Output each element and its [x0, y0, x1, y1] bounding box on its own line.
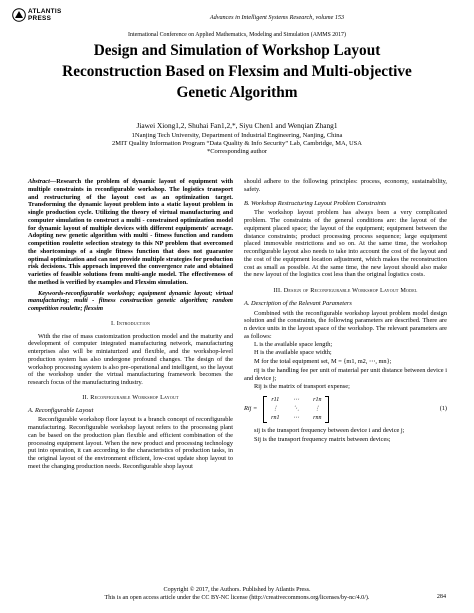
matrix-cell: ⋯ [293, 396, 300, 403]
body-paragraph: The workshop layout problem has always been a very complicated problem. The constraints of the general conditions are: the layout of the equipment placed space; the layout of the equipment; equipment between the distance constraints; product processing process sequence; large equipment placed immovable restrictions and so on. At the same time, the workshop reconfigurable layout also needs to take into account the cost of the layout and the cost of the equipment location adjustment, which makes the reconstruction cost as small as possible. At the same time, the new layout should also make the new layout of the logistics cost less than the original logistics costs. [244, 209, 447, 279]
matrix-cell: r11 [271, 396, 280, 403]
copyright-footer [40, 586, 434, 602]
matrix-cell: ⋯ [293, 414, 300, 421]
affiliation-line: *Corresponding author [206, 147, 268, 155]
equation-number: (1) [439, 405, 447, 413]
parameter-definition: L is the available space length; [254, 340, 333, 348]
title-line: Design and Simulation of Workshop Layout [93, 42, 381, 59]
matrix-cell: ⋮ [272, 405, 279, 412]
abstract-lead: Abstract [28, 178, 50, 185]
equation-lhs: Rij = [244, 405, 258, 413]
author-list: Jiawei Xiong1,2, Shuhai Fan1,2,*, Siyu Chen1 and Wenqian Zhang1 [136, 121, 338, 130]
parameter-list [244, 427, 447, 444]
matrix-cell: ⋮ [314, 405, 321, 412]
body-paragraph: Combined with the reconfigurable workshop layout problem model design solution and the constraints, the following parameters are described. There are n device units in the layout space of the workshop. The relevant parameters are as follows: [244, 309, 447, 340]
abstract [28, 178, 233, 287]
matrix-cell: rn1 [271, 414, 280, 421]
publisher-name: ATLANTIS PRESS [28, 8, 62, 22]
subsection-heading: A. Reconfigurable Layout [28, 406, 94, 414]
matrix-row [269, 414, 323, 423]
paper-title [20, 40, 454, 103]
body-paragraph: With the rise of mass customization production model and the maturity and development of computer integrated manufacturing network, manufacturing enterprises also will be miniaturized and flexible, and the workshop-level production system has also undergone profound changes. The design of the workshop processing system is also pre-operational and intelligent, so the layout of the workshop under the virtual manufacturing framework becomes the research focus of the manufacturing industry. [28, 332, 233, 386]
matrix-cell: r1n [313, 396, 322, 403]
matrix [263, 396, 329, 423]
atlantis-logo-icon [12, 8, 26, 22]
subsection-heading: B. Workshop Restructuring Layout Problem Constraints [244, 199, 387, 207]
affiliation-line: 2MIT Quality Information Program “Data Quality & Info Security” Lab, Cambridge, MA, USA [112, 139, 362, 147]
right-column [244, 178, 447, 445]
license-line: This is an open access article under the CC BY-NC license (http://creativecommons.org/licenses/by-nc/4.0/). [104, 595, 370, 601]
matrix-cell: ⋱ [293, 405, 300, 412]
section-heading: III. Design of Reconfigurable Workshop Layout Model [273, 287, 418, 294]
parameter-definition: M for the total equipment set, M = {m1, m2, ⋯, mn}; [254, 358, 392, 365]
affiliation-line: 1Nanjing Tech University, Department of Industrial Engineering, Nanjing, China [131, 132, 343, 139]
equation-1 [244, 394, 447, 424]
title-line: Genetic Algorithm [176, 84, 298, 101]
subsection-heading: A. Description of the Relevant Parameters [244, 299, 352, 307]
keywords: Keywords-reconfigurable workshop; equipment dynamic layout; virtual manufacturing; multi - fitness construction genetic algorithm; random competition roulette; flexsim [28, 289, 233, 312]
parameter-definition: Sij is the transport frequency matrix between devices; [254, 435, 391, 443]
abstract-text: —Research the problem of dynamic layout of equipment with multiple constraints in reconfigurable workshop. The logistics transport and restructuring of the layout cost as an optimization target. Transforming the dynamic layout problem into a static layout problem in single production cycle. Utilizing the theory of virtual manufacturing and computer simulation to construct a multi - constrained optimization model for dynamic layout of multiple devices with different equipments' acreage. Adopting new genetic algorithm with multi - fitness function and random competition roulette selection strategy to this NP problem that overcomed the shortcomings of a single fitness function that does not guarantee optimal optimization and can not provide multiple strategies for production risk decisions. This approach improved the convergence rate and obtained varieties of feasible solutions from multi-angle model. The effectiveness of the method is verified by examples and Flexsim simulation. [28, 178, 233, 286]
parameter-definition: rij is the handling fee per unit of material per unit distance between device i and device j; [244, 366, 447, 382]
matrix-row [269, 405, 323, 414]
copyright-line: Copyright © 2017, the Authors. Published by Atlantis Press. [163, 587, 311, 593]
parameter-definition: Rij is the matrix of transport expense; [254, 383, 350, 391]
title-line: Reconstruction Based on Flexsim and Multi-objective [62, 63, 412, 80]
conference-line: International Conference on Applied Mathematics, Modeling and Simulation (AMMS 2017) [128, 32, 346, 38]
parameter-definition: sij is the transport frequency between device i and device j; [254, 427, 405, 434]
parameter-list [244, 341, 447, 392]
body-paragraph: should adhere to the following principles: process, economy, sustainability, safety. [244, 178, 447, 193]
page-number: 284 [436, 594, 446, 600]
body-paragraph: Reconfigurable workshop floor layout is a branch concept of reconfigurable manufacturing. Reconfigurable workshop layout refers to the processing plant can be based on the production plan flexible and efficient combination of the processing equipment layout. When the new product and processing technology put into operation, it can according to the characteristics of production tasks, in the original layout of the environment efficient, low-cost update shop layout to meet the changing production needs. Reconfigurable shop layout [28, 416, 233, 470]
left-column [28, 178, 233, 471]
parameter-definition: H is the available space width; [254, 349, 332, 357]
matrix-row [269, 396, 323, 405]
journal-line: Advances in Intelligent Systems Research, volume 153 [209, 14, 345, 21]
section-heading: II. Reconfigurable Workshop Layout [82, 393, 179, 401]
affiliations [20, 132, 454, 155]
section-heading: I. Introduction [110, 319, 151, 327]
matrix-cell: rnn [313, 414, 322, 421]
